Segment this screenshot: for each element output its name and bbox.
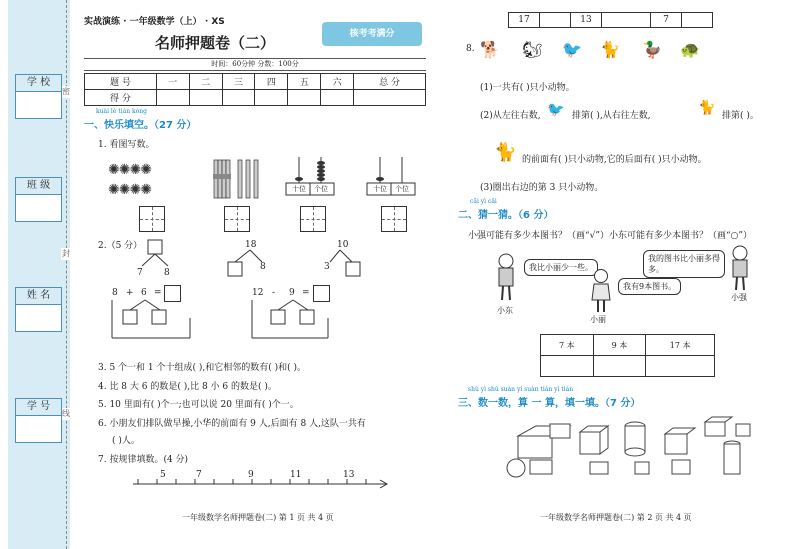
question-6-blank: ( )人。: [112, 436, 140, 446]
question-6: 6. 小朋友们排队做早操,小华的前面有 9 人,后面有 8 人,这队一共有: [98, 419, 366, 429]
bird-icon: 🐦: [562, 40, 582, 59]
school-field[interactable]: [15, 91, 62, 119]
speech-bubble: 我比小丽少一些。: [524, 259, 598, 276]
number-line-label: 13: [343, 470, 355, 480]
question-8-1: (1)一共有( )只小动物。: [480, 83, 575, 93]
number-line-label: 9: [248, 470, 254, 480]
tree-number: 10: [337, 240, 349, 250]
score-header: 二: [189, 74, 222, 90]
seal-char: 线: [62, 409, 70, 418]
class-field[interactable]: [15, 194, 62, 222]
tree-number: 7: [137, 268, 143, 278]
tens-label: 十位: [373, 185, 387, 193]
score-cell[interactable]: [321, 90, 354, 106]
question-8: 8.: [466, 44, 475, 54]
badge: 核考考满分: [322, 22, 422, 46]
turtle-icon: 🐢: [680, 40, 700, 59]
question-5: 5. 10 里面有( )个一;也可以说 20 里面有( )个一。: [98, 400, 299, 410]
series-label: 实战演练 · 一年级数学（上） · XS: [84, 17, 225, 27]
exam-meta: 时间：60分钟 分数：100分: [84, 58, 426, 71]
score-header: 五: [288, 74, 321, 90]
books-answer-cell[interactable]: [646, 356, 715, 377]
tens-label: 十位: [292, 185, 306, 193]
duck-icon: 🦆: [642, 40, 662, 59]
question-8-2b: 的前面有( )只小动物,它的后面有( )只小动物。: [522, 155, 707, 165]
ones-label: 个位: [395, 185, 409, 193]
girl-avatar: [590, 268, 612, 314]
tree-number: 8: [164, 268, 170, 278]
question-3: 3. 5 个一和 1 个十组成( ),和它相邻的数有( )和( )。: [98, 363, 306, 373]
boy-avatar: [494, 252, 518, 302]
page-footer: 一年级数学名师押题卷(二) 第 1 页 共 4 页: [182, 513, 334, 522]
books-option: 17 本: [646, 335, 715, 356]
cat-icon: 🐈: [494, 142, 517, 163]
tree-number: 8: [260, 262, 266, 272]
section-pinyin: cāi yì cāi: [470, 198, 497, 205]
boy-avatar: [728, 244, 752, 292]
stick-bundle-icon: [212, 158, 260, 200]
section-title: 一、快乐填空。（27 分）: [84, 120, 197, 131]
tree-number: 3: [324, 262, 330, 272]
number-line-label: 5: [160, 470, 166, 480]
answer-grid[interactable]: [224, 206, 250, 232]
eq-number: 9: [289, 288, 295, 298]
answer-grid[interactable]: [300, 206, 326, 232]
books-option: 7 本: [541, 335, 594, 356]
student-name: 小丽: [590, 315, 606, 324]
class-label: 班 级: [15, 177, 62, 195]
number-cell: 17: [508, 12, 540, 28]
school-label: 学 校: [15, 74, 62, 92]
eq-operator: =: [302, 288, 310, 298]
cat-icon: 🐈: [600, 40, 620, 59]
question-8-2: (2)从左往右数,: [480, 111, 541, 121]
eq-number: 12: [252, 288, 264, 298]
score-cell[interactable]: [354, 90, 426, 106]
question-2: 2.（5 分）: [98, 241, 143, 251]
question-1: 1. 看图写数。: [98, 140, 155, 150]
score-header: 六: [321, 74, 354, 90]
score-cell[interactable]: [222, 90, 255, 106]
tree-number: 18: [245, 240, 257, 250]
question-8-2-mid: 排第( ),从右往左数,: [572, 111, 651, 121]
score-cell[interactable]: [255, 90, 288, 106]
number-trees: [130, 238, 430, 280]
eq-bracket: [238, 298, 338, 344]
ones-label: 个位: [314, 185, 328, 193]
question-8-2-end: 排第( )。: [722, 111, 759, 121]
name-label: 姓 名: [15, 287, 62, 305]
eq-operator: +: [126, 288, 134, 298]
number-cell[interactable]: [682, 12, 713, 28]
student-name: 小强: [731, 293, 747, 302]
score-header: 四: [255, 74, 288, 90]
student-name: 小东: [497, 306, 513, 315]
number-field[interactable]: [15, 415, 62, 443]
number-line-label: 11: [290, 470, 302, 480]
score-header: 总 分: [354, 74, 426, 90]
score-header: 一: [156, 74, 189, 90]
dog-icon: 🐕: [480, 40, 500, 59]
section-2-question: 小强可能有多少本图书？（画“√”）小东可能有多少本图书？（画“○”）: [468, 231, 752, 241]
top-number-row: [508, 12, 713, 28]
score-row-label: 得 分: [85, 90, 157, 106]
bird-icon: 🐦: [547, 102, 565, 118]
page-footer: 一年级数学名师押题卷(二) 第 2 页 共 4 页: [540, 513, 692, 522]
number-line-label: 7: [196, 470, 202, 480]
speech-bubble: 我的图书比小丽多得多。: [643, 250, 725, 278]
books-table: [540, 334, 715, 377]
eq-number: 6: [141, 288, 147, 298]
answer-grid[interactable]: [139, 206, 165, 232]
butterfly-group-icon: ✺✺✺✺ ✺✺✺✺: [108, 162, 151, 198]
section-pinyin: shǔ yì shǔ suàn yí suàn tián yì tián: [468, 386, 574, 393]
eq-bracket: [100, 298, 200, 344]
number-cell[interactable]: [602, 12, 651, 28]
binding-line: [66, 0, 67, 549]
seal-char: 密: [62, 87, 70, 96]
eq-number: 8: [112, 288, 118, 298]
score-cell[interactable]: [288, 90, 321, 106]
name-field[interactable]: [15, 304, 62, 332]
section-title: 三、数一数，算 一 算，填一填。（7 分）: [458, 398, 641, 409]
cat-icon: 🐈: [698, 100, 716, 116]
score-header: 三: [222, 74, 255, 90]
solid-shapes: [500, 414, 760, 478]
score-table: [84, 73, 426, 106]
answer-grid[interactable]: [381, 206, 407, 232]
section-pinyin: kuài lè tián kòng: [96, 108, 147, 115]
question-4: 4. 比 8 大 6 的数是( ),比 8 小 6 的数是( )。: [98, 382, 277, 392]
score-cell[interactable]: [156, 90, 189, 106]
seal-char: 封: [62, 249, 70, 258]
books-option: 9 本: [593, 335, 646, 356]
page-title: 名师押题卷（二）: [155, 34, 276, 52]
section-title: 二、猜一猜。（6 分）: [458, 210, 554, 221]
number-label: 学 号: [15, 398, 62, 416]
number-cell: 7: [651, 12, 682, 28]
score-header: 题 号: [85, 74, 157, 90]
eq-operator: -: [272, 288, 276, 298]
books-answer-cell[interactable]: [593, 356, 646, 377]
question-7: 7. 按规律填数。(4 分): [98, 455, 189, 465]
books-answer-cell[interactable]: [541, 356, 594, 377]
squirrel-icon: 🐿: [522, 40, 543, 59]
score-cell[interactable]: [189, 90, 222, 106]
question-8-3: (3)圈出右边的第 3 只小动物。: [480, 183, 604, 193]
number-cell: 13: [571, 12, 602, 28]
speech-bubble: 我有9本图书。: [618, 278, 681, 295]
number-cell[interactable]: [540, 12, 571, 28]
eq-operator: =: [154, 288, 162, 298]
